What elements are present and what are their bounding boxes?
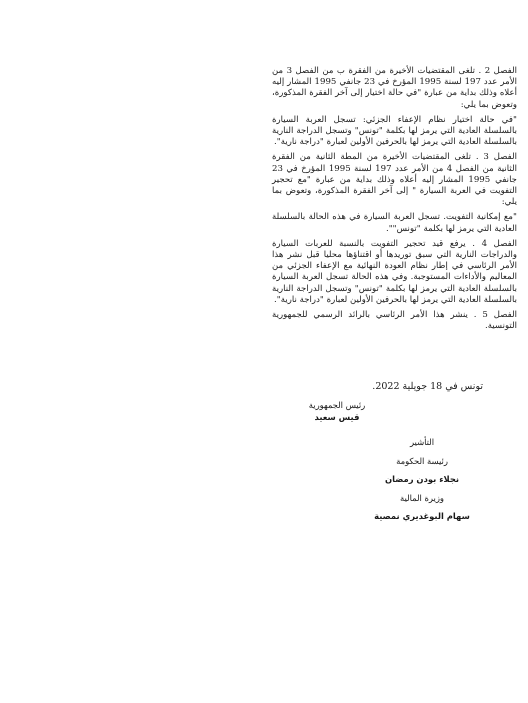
article-4-paragraph: الفصل 4 . يرفع قيد تحجير التفويت بالنسبة للعربات السيارة والدراجات النارية التي سبق توريدها أو اقتناؤها محليا قبل نشر هذا الأمر الرئاسي في إطار نظام العودة النهائية مع الإعفاء الجزئي من المعاليم والأداءات المستوجبة. وفي هذه الحالة تسجل العربة السيارة بالسلسلة العادية التي يرمز لها بكلمة "تونس" وتسجل الدراجة النارية بالسلسلة العادية التي يرمز لها بالحرفين الأولين لعبارة "دراجة نارية". bbox=[272, 238, 518, 305]
article-2-replacement-paragraph: "في حالة اختيار نظام الإعفاء الجزئي: تسجل العربة السيارة بالسلسلة العادية التي يرمز لها بكلمة "تونس" وتسجل الدراجة النارية بالسلسلة العادية التي يرمز لها بالحرفين الأولين لعبارة "دراجة نارية". bbox=[272, 114, 517, 148]
minister-name: سهام البوغديري نمصية bbox=[374, 511, 470, 521]
president-title: رئيس الجمهورية bbox=[308, 400, 366, 410]
pm-name: نجلاء بودن رمضان bbox=[384, 474, 460, 484]
article-3-replacement-paragraph: "مع إمكانية التفويت. تسجل العربة السيارة في هذه الحالة بالسلسلة العادية التي يرمز لها بكلمة "تونس"". bbox=[272, 212, 517, 234]
countersign-heading: التأشير bbox=[409, 437, 435, 447]
article-5-paragraph: الفصل 5 . ينشر هذا الأمر الرئاسي بالرائد الرسمي للجمهورية التونسية. bbox=[272, 310, 518, 332]
pm-title: رئيسة الحكومة bbox=[396, 456, 448, 466]
decree-text-column bbox=[272, 66, 517, 336]
article-2-paragraph: الفصل 2 . تلغى المقتضيات الأخيرة من الفقرة ب من الفصل 3 من الأمر عدد 197 لسنة 1995 المؤرخ في 23 جانفي 1995 المشار إليه أعلاه وذلك بداية من عبارة "في حالة اختيار إلى آخر الفقرة المذكورة، وتعوض بما يلي: bbox=[272, 66, 517, 110]
article-3-paragraph: الفصل 3 . تلغى المقتضيات الأخيرة من المطة الثانية من الفقرة الثانية من الفصل 4 من الأمر عدد 197 لسنة 1995 المؤرخ في 23 جانفي 1995 المشار إليه أعلاه وذلك بداية من عبارة "مع تحجير التفويت في العربة السيارة " إلى آخر الفقرة المذكورة، وتعوض بما يلي: bbox=[272, 152, 518, 208]
minister-title: وزيرة المالية bbox=[400, 493, 444, 503]
president-name: قيس سعيد bbox=[314, 412, 360, 422]
date-line: تونس في 18 جويلية 2022. bbox=[372, 381, 483, 392]
